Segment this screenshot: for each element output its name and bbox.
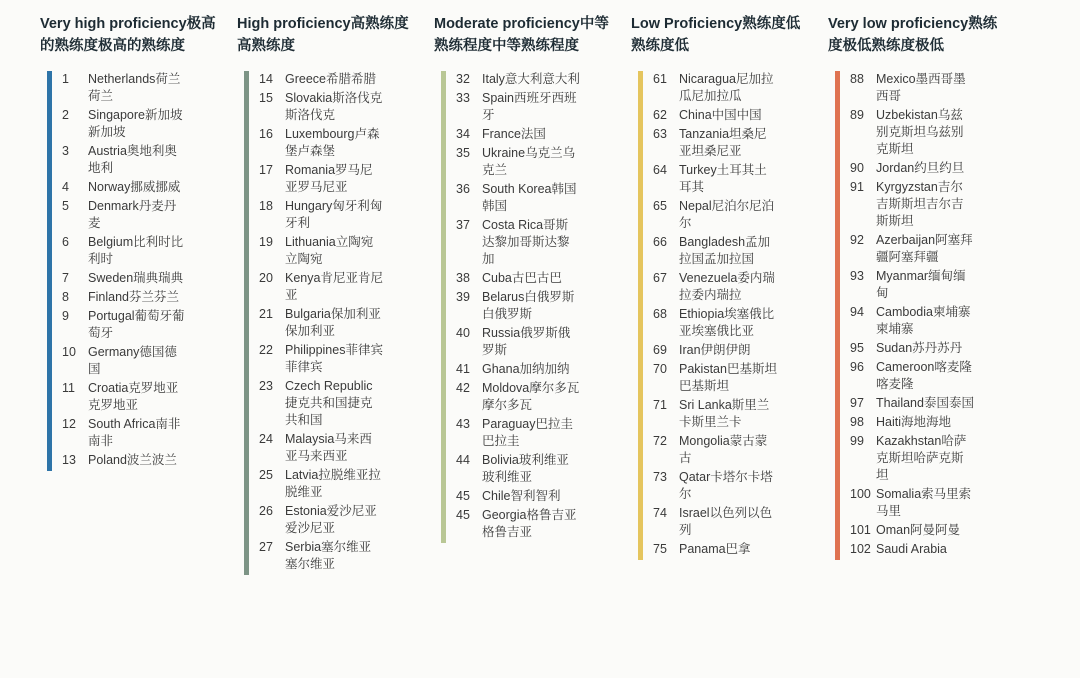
country-name: Paraguay巴拉圭巴拉圭	[482, 417, 574, 449]
country-name: Finland芬兰芬兰	[88, 290, 179, 305]
country-name: Israel以色列以色列	[679, 506, 773, 538]
country-name: Bulgaria保加利亚保加利亚	[285, 307, 381, 339]
country-name: Venezuela委内瑞拉委内瑞拉	[679, 271, 775, 303]
country-rank: 38	[456, 271, 470, 286]
country-row	[653, 306, 801, 340]
country-rank: 5	[62, 199, 69, 214]
country-name: Norway挪威挪威	[88, 180, 181, 195]
country-rank: 6	[62, 235, 69, 250]
country-name: Oman阿曼阿曼	[876, 523, 961, 538]
country-row	[850, 107, 998, 158]
country-name: Jordan约旦约旦	[876, 161, 965, 176]
country-row	[259, 467, 407, 501]
country-rank: 10	[62, 345, 76, 360]
country-row	[456, 488, 604, 505]
country-list	[446, 71, 604, 543]
country-row	[850, 486, 998, 520]
country-row	[259, 378, 407, 429]
country-rank: 17	[259, 163, 273, 178]
country-row	[850, 414, 998, 431]
country-row	[259, 306, 407, 340]
country-name: Sweden瑞典瑞典	[88, 271, 184, 286]
country-rank: 40	[456, 326, 470, 341]
country-name: Nicaragua尼加拉瓜尼加拉瓜	[679, 72, 774, 104]
country-rank: 15	[259, 91, 273, 106]
country-row	[850, 433, 998, 484]
country-name: Pakistan巴基斯坦巴基斯坦	[679, 362, 777, 394]
country-name: Sri Lanka斯里兰卡斯里兰卡	[679, 398, 770, 430]
country-row	[62, 234, 210, 268]
country-rank: 7	[62, 271, 69, 286]
country-name: Belgium比利时比利时	[88, 235, 184, 267]
country-rank: 98	[850, 415, 864, 430]
country-name: Qatar卡塔尔卡塔尔	[679, 470, 773, 502]
country-name: Singapore新加坡新加坡	[88, 108, 183, 140]
country-name: Kazakhstan哈萨克斯坦哈萨克斯坦	[876, 434, 967, 483]
country-rank: 67	[653, 271, 667, 286]
country-row	[456, 71, 604, 88]
country-name: South Africa南非南非	[88, 417, 181, 449]
country-rank: 4	[62, 180, 69, 195]
country-name: Russia俄罗斯俄罗斯	[482, 326, 571, 358]
country-rank: 91	[850, 180, 864, 195]
country-name: Czech Republic捷克共和国捷克共和国	[285, 379, 373, 428]
proficiency-column	[434, 13, 609, 543]
country-name: Uzbekistan乌兹别克斯坦乌兹别克斯坦	[876, 108, 964, 157]
country-rank: 42	[456, 381, 470, 396]
country-rank: 75	[653, 542, 667, 557]
country-row	[259, 71, 407, 88]
country-row	[850, 160, 998, 177]
country-rank: 62	[653, 108, 667, 123]
country-row	[62, 143, 210, 177]
country-name: Slovakia斯洛伐克斯洛伐克	[285, 91, 383, 123]
country-row	[653, 234, 801, 268]
country-row	[62, 308, 210, 342]
country-row	[850, 179, 998, 230]
country-name: Croatia克罗地亚克罗地亚	[88, 381, 179, 413]
country-name: Austria奥地利奥地利	[88, 144, 177, 176]
country-rank: 39	[456, 290, 470, 305]
country-row	[456, 507, 604, 541]
country-rank: 97	[850, 396, 864, 411]
country-list	[840, 71, 998, 560]
country-row	[653, 126, 801, 160]
country-rank: 36	[456, 182, 470, 197]
column-body	[835, 71, 998, 560]
country-rank: 90	[850, 161, 864, 176]
country-rank: 13	[62, 453, 76, 468]
country-row	[653, 433, 801, 467]
country-row	[653, 541, 801, 558]
country-name: Moldova摩尔多瓦摩尔多瓦	[482, 381, 580, 413]
country-name: Hungary匈牙利匈牙利	[285, 199, 383, 231]
country-rank: 32	[456, 72, 470, 87]
columns	[40, 13, 1080, 575]
country-row	[259, 126, 407, 160]
country-row	[456, 90, 604, 124]
country-name: Estonia爱沙尼亚爱沙尼亚	[285, 504, 377, 536]
country-rank: 27	[259, 540, 273, 555]
country-name: Nepal尼泊尔尼泊尔	[679, 199, 775, 231]
country-name: Panama巴拿	[679, 542, 751, 557]
country-name: Ethiopia埃塞俄比亚埃塞俄比亚	[679, 307, 775, 339]
country-row	[259, 234, 407, 268]
country-rank: 61	[653, 72, 667, 87]
country-name: Iran伊朗伊朗	[679, 343, 751, 358]
country-name: Cameroon喀麦隆喀麦隆	[876, 360, 972, 392]
country-row	[653, 361, 801, 395]
country-rank: 69	[653, 343, 667, 358]
country-row	[259, 539, 407, 573]
country-row	[62, 179, 210, 196]
country-name: Mexico墨西哥墨西哥	[876, 72, 966, 104]
country-row	[456, 145, 604, 179]
country-name: Germany德国德国	[88, 345, 177, 377]
country-rank: 8	[62, 290, 69, 305]
country-rank: 89	[850, 108, 864, 123]
country-rank: 25	[259, 468, 273, 483]
country-row	[259, 503, 407, 537]
country-row	[62, 107, 210, 141]
country-name: Latvia拉脱维亚拉脱维亚	[285, 468, 381, 500]
country-row	[62, 344, 210, 378]
column-body	[441, 71, 604, 543]
proficiency-column	[828, 13, 998, 560]
country-rank: 43	[456, 417, 470, 432]
country-name: Mongolia蒙古蒙古	[679, 434, 768, 466]
country-rank: 1	[62, 72, 69, 87]
country-rank: 74	[653, 506, 667, 521]
country-name: Serbia塞尔维亚塞尔维亚	[285, 540, 372, 572]
country-rank: 96	[850, 360, 864, 375]
country-name: Cambodia柬埔寨柬埔寨	[876, 305, 971, 337]
country-row	[456, 380, 604, 414]
country-rank: 23	[259, 379, 273, 394]
country-name: Georgia格鲁吉亚格鲁吉亚	[482, 508, 577, 540]
country-row	[62, 71, 210, 105]
country-name: Thailand泰国泰国	[876, 396, 974, 411]
country-name: Ghana加纳加纳	[482, 362, 570, 377]
country-name: France法国	[482, 127, 546, 142]
country-row	[456, 361, 604, 378]
country-name: Chile智利智利	[482, 489, 561, 504]
country-list	[249, 71, 407, 575]
country-row	[653, 397, 801, 431]
country-name: South Korea韩国韩国	[482, 182, 577, 214]
country-rank: 99	[850, 434, 864, 449]
country-rank: 9	[62, 309, 69, 324]
country-name: Sudan苏丹苏丹	[876, 341, 963, 356]
country-rank: 95	[850, 341, 864, 356]
country-rank: 101	[850, 523, 871, 538]
country-rank: 70	[653, 362, 667, 377]
country-row	[850, 304, 998, 338]
country-row	[259, 431, 407, 465]
country-row	[653, 107, 801, 124]
country-rank: 14	[259, 72, 273, 87]
country-row	[850, 71, 998, 105]
country-row	[62, 270, 210, 287]
country-rank: 18	[259, 199, 273, 214]
country-name: Denmark丹麦丹麦	[88, 199, 177, 231]
country-rank: 66	[653, 235, 667, 250]
country-rank: 93	[850, 269, 864, 284]
country-row	[653, 162, 801, 196]
country-rank: 45	[456, 489, 470, 504]
column-body	[244, 71, 407, 575]
country-name: Greece希腊希腊	[285, 72, 376, 87]
country-row	[456, 126, 604, 143]
country-rank: 71	[653, 398, 667, 413]
country-row	[62, 198, 210, 232]
country-row	[456, 217, 604, 268]
country-row	[850, 268, 998, 302]
country-row	[259, 90, 407, 124]
country-rank: 20	[259, 271, 273, 286]
country-row	[653, 198, 801, 232]
country-rank: 92	[850, 233, 864, 248]
country-name: Poland波兰波兰	[88, 453, 177, 468]
country-row	[456, 289, 604, 323]
country-row	[850, 541, 998, 558]
country-name: Myanmar缅甸缅甸	[876, 269, 966, 301]
country-rank: 72	[653, 434, 667, 449]
country-rank: 100	[850, 487, 871, 502]
country-name: Malaysia马来西亚马来西亚	[285, 432, 372, 464]
column-header: Moderate proficiency中等熟练程度中等熟练程度	[434, 16, 609, 55]
country-row	[62, 416, 210, 450]
country-row	[653, 342, 801, 359]
country-rank: 41	[456, 362, 470, 377]
country-rank: 94	[850, 305, 864, 320]
country-rank: 21	[259, 307, 273, 322]
proficiency-column	[631, 13, 801, 560]
country-name: Portugal葡萄牙葡萄牙	[88, 309, 185, 341]
proficiency-column	[40, 13, 216, 471]
column-header: Low Proficiency熟练度低熟练度低	[631, 16, 801, 55]
country-name: Costa Rica哥斯达黎加哥斯达黎加	[482, 218, 570, 267]
country-name: Philippines菲律宾菲律宾	[285, 343, 383, 375]
country-rank: 24	[259, 432, 273, 447]
country-name: Luxembourg卢森堡卢森堡	[285, 127, 380, 159]
column-body	[638, 71, 801, 560]
country-rank: 68	[653, 307, 667, 322]
country-name: Tanzania坦桑尼亚坦桑尼亚	[679, 127, 767, 159]
country-row	[456, 416, 604, 450]
country-name: Bangladesh孟加拉国孟加拉国	[679, 235, 771, 267]
country-row	[62, 452, 210, 469]
country-row	[653, 469, 801, 503]
country-name: Italy意大利意大利	[482, 72, 580, 87]
country-rank: 63	[653, 127, 667, 142]
proficiency-column	[237, 13, 407, 575]
country-rank: 88	[850, 72, 864, 87]
country-name: Cuba古巴古巴	[482, 271, 562, 286]
column-header: High proficiency高熟练度高熟练度	[237, 16, 409, 55]
country-name: Haiti海地海地	[876, 415, 952, 430]
country-name: Romania罗马尼亚罗马尼亚	[285, 163, 373, 195]
country-name: Saudi Arabia	[876, 542, 947, 557]
country-name: Somalia索马里索马里	[876, 487, 972, 519]
country-name: Spain西班牙西班牙	[482, 91, 577, 123]
country-list	[643, 71, 801, 560]
country-name: Azerbaijan阿塞拜疆阿塞拜疆	[876, 233, 973, 265]
country-name: Kyrgyzstan吉尔吉斯斯坦吉尔吉斯斯坦	[876, 180, 964, 229]
country-row	[259, 198, 407, 232]
country-rank: 19	[259, 235, 273, 250]
country-row	[456, 181, 604, 215]
country-name: Turkey土耳其土耳其	[679, 163, 767, 195]
country-name: Bolivia玻利维亚玻利维亚	[482, 453, 569, 485]
country-row	[653, 71, 801, 105]
country-name: Ukraine乌克兰乌克兰	[482, 146, 576, 178]
country-row	[259, 162, 407, 196]
country-row	[456, 325, 604, 359]
country-row	[850, 359, 998, 393]
country-list	[52, 71, 210, 471]
country-rank: 65	[653, 199, 667, 214]
column-header: Very high proficiency极高的熟练度极高的熟练度	[40, 16, 216, 55]
country-rank: 35	[456, 146, 470, 161]
country-row	[259, 270, 407, 304]
country-rank: 11	[62, 381, 75, 396]
country-rank: 22	[259, 343, 273, 358]
country-rank: 44	[456, 453, 470, 468]
country-row	[62, 380, 210, 414]
country-rank: 37	[456, 218, 470, 233]
country-rank: 45	[456, 508, 470, 523]
country-name: China中国中国	[679, 108, 762, 123]
country-row	[850, 395, 998, 412]
country-row	[653, 270, 801, 304]
country-rank: 2	[62, 108, 69, 123]
country-row	[850, 340, 998, 357]
country-row	[62, 289, 210, 306]
column-header: Very low proficiency熟练度极低熟练度极低	[828, 16, 998, 55]
country-name: Netherlands荷兰荷兰	[88, 72, 181, 104]
country-rank: 26	[259, 504, 273, 519]
country-row	[850, 232, 998, 266]
country-rank: 3	[62, 144, 69, 159]
column-body	[47, 71, 210, 471]
country-rank: 16	[259, 127, 273, 142]
country-rank: 12	[62, 417, 76, 432]
country-row	[259, 342, 407, 376]
country-row	[456, 452, 604, 486]
country-rank: 34	[456, 127, 470, 142]
country-row	[653, 505, 801, 539]
country-rank: 73	[653, 470, 667, 485]
country-name: Kenya肯尼亚肯尼亚	[285, 271, 383, 303]
country-rank: 64	[653, 163, 667, 178]
country-rank: 102	[850, 542, 871, 557]
country-row	[850, 522, 998, 539]
country-name: Lithuania立陶宛立陶宛	[285, 235, 374, 267]
country-name: Belarus白俄罗斯白俄罗斯	[482, 290, 575, 322]
country-rank: 33	[456, 91, 470, 106]
country-row	[456, 270, 604, 287]
